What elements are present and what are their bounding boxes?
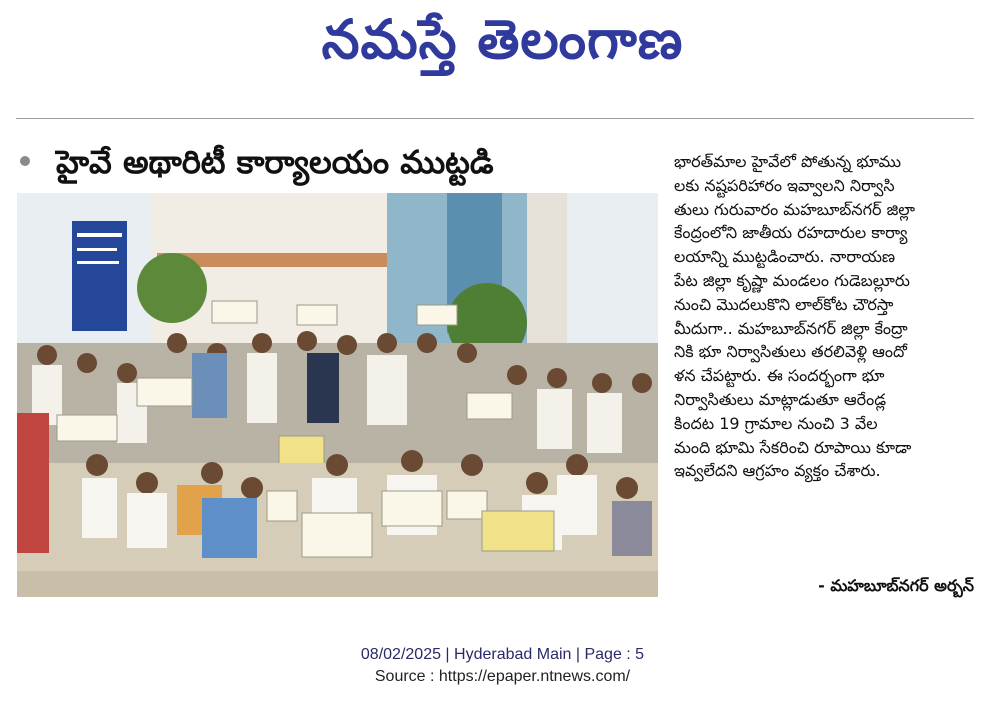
article-line: మీదుగా.. మహబూబ్‌నగర్ జిల్లా కేంద్రా — [674, 318, 908, 338]
article-line: కిందట 19 గ్రామాల నుంచి 3 వేల — [674, 413, 878, 433]
article-line: కేంద్రంలోని జాతీయ రహదారుల కార్యా — [674, 223, 908, 243]
article-line: లయాన్ని ముట్టడించారు. నారాయణ — [674, 247, 896, 267]
byline: - మహబూబ్‌నగర్ అర్బన్ — [818, 576, 974, 595]
source-link[interactable]: Source : https://epaper.ntnews.com/ — [374, 668, 631, 685]
article-body — [674, 150, 974, 483]
bullet-icon — [20, 156, 30, 166]
article-line: భారత్‌మాల హైవేలో పోతున్న భూము — [674, 152, 902, 171]
article-line: నుంచి మొదలుకొని లాల్‌కోట చౌరస్తా — [674, 294, 894, 314]
article-line: మంది భూమి సేకరించి రూపాయి కూడా — [674, 437, 912, 457]
footer — [0, 644, 1005, 688]
divider-rule — [16, 118, 974, 119]
edition-line: 08/02/2025 | Hyderabad Main | Page : 5 — [360, 646, 645, 663]
article-line: నిర్వాసితులు మాట్లాడుతూ ఆరేండ్ల — [674, 389, 887, 409]
article-line: లకు నష్టపరిహారం ఇవ్వాలని నిర్వాసి — [674, 175, 895, 195]
article-line: ఇవ్వలేదని ఆగ్రహం వ్యక్తం చేశారు. — [674, 461, 881, 481]
news-photo — [17, 193, 658, 597]
headline: హైవే అథారిటీ కార్యాలయం ముట్టడి — [56, 143, 494, 181]
article-line: తులు గురువారం మహబూబ్‌నగర్ జిల్లా — [674, 199, 916, 219]
masthead-title: నమస్తే తెలంగాణ — [321, 8, 684, 71]
article-line: పేట జిల్లా కృష్ణా మండలం గుడెబల్లూరు — [674, 270, 910, 290]
article-line: నికి భూ నిర్వాసితులు తరలివెళ్లి ఆందో — [674, 342, 907, 362]
article-line: ళన చేపట్టారు. ఈ సందర్భంగా భూ — [674, 366, 885, 386]
